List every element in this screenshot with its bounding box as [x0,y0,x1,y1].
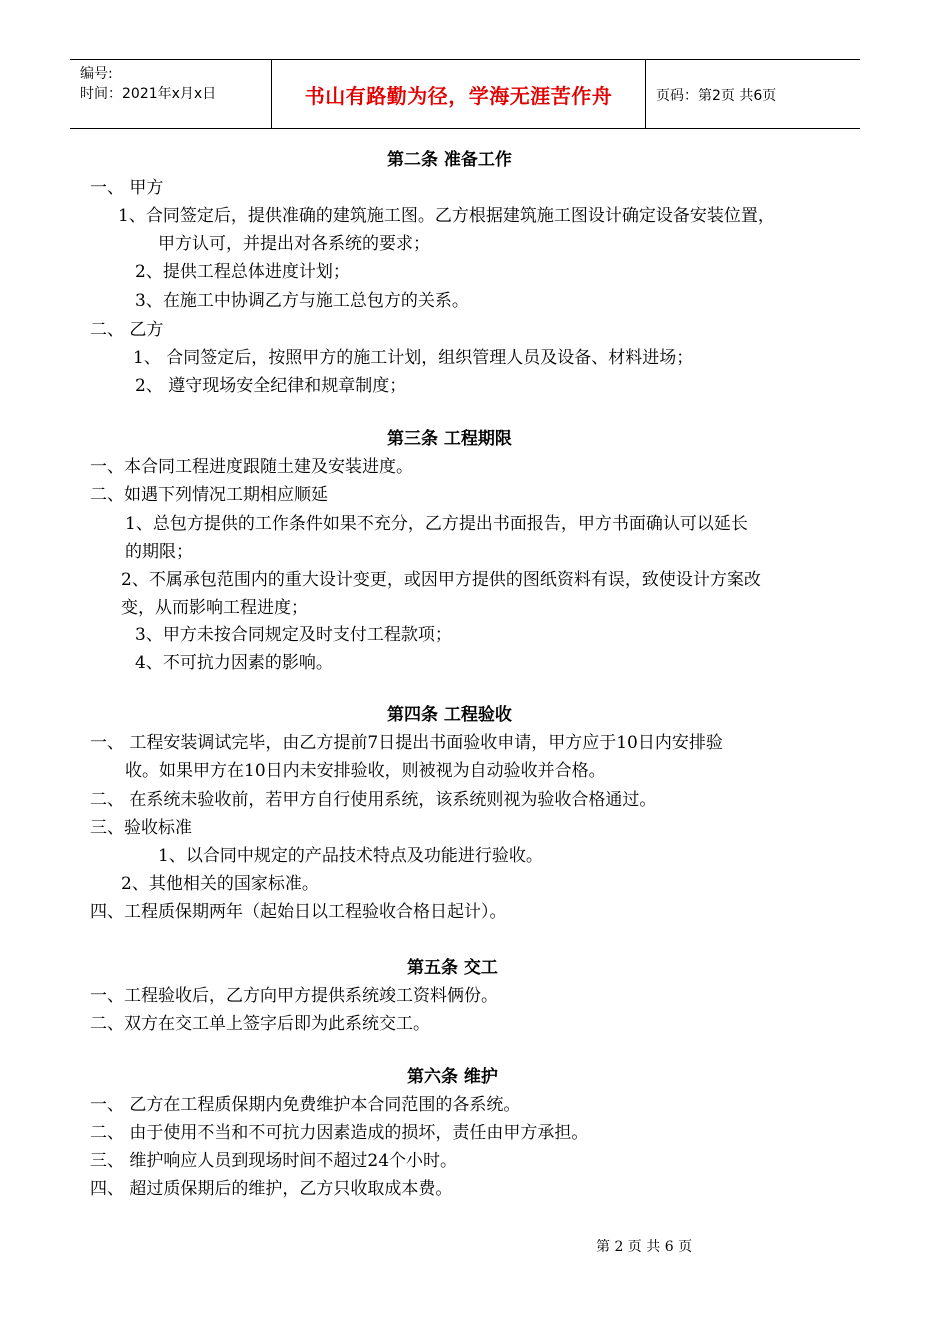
clause-text: 二、 乙方 [90,320,164,340]
clause-text: 变，从而影响工程进度； [121,598,308,618]
clause-text: 1、以合同中规定的产品技术特点及功能进行验收。 [158,846,543,866]
header-divider [645,60,646,128]
clause-text: 四、工程质保期两年（起始日以工程验收合格日起计）。 [90,902,507,922]
time-label: 时间：2021年x月x日 [80,86,217,102]
header-page-info: 页码：第2页 共6页 [656,88,777,104]
clause-text: 一、 工程安装调试完毕，由乙方提前7日提出书面验收申请，甲方应于10日内安排验 [90,733,723,753]
clause-text: 一、 甲方 [90,178,164,198]
clause-text: 2、 遵守现场安全纪律和规章制度； [135,376,407,396]
clause-text: 1、合同签定后，提供准确的建筑施工图。乙方根据建筑施工图设计确定设备安装位置， [118,206,775,226]
header-motto: 书山有路勤为径，学海无涯苦作舟 [304,84,613,108]
article-2-title: 第二条 准备工作 [387,150,512,170]
clause-text: 二、双方在交工单上签字后即为此系统交工。 [90,1014,430,1034]
clause-text: 1、总包方提供的工作条件如果不充分，乙方提出书面报告，甲方书面确认可以延长 [125,514,748,534]
header-left [80,64,216,104]
clause-text: 甲方认可，并提出对各系统的要求； [158,234,430,254]
clause-text: 三、验收标准 [90,818,192,838]
article-4-title: 第四条 工程验收 [387,705,512,725]
clause-text: 二、如遇下列情况工期相应顺延 [90,485,328,505]
clause-text: 一、工程验收后，乙方向甲方提供系统竣工资料俩份。 [90,986,498,1006]
clause-text: 2、其他相关的国家标准。 [121,874,319,894]
clause-text: 1、 合同签定后，按照甲方的施工计划，组织管理人员及设备、材料进场； [133,348,694,368]
clause-text: 3、在施工中协调乙方与施工总包方的关系。 [135,291,469,311]
clause-text: 3、甲方未按合同规定及时支付工程款项； [135,625,452,645]
article-3-title: 第三条 工程期限 [387,429,512,449]
clause-text: 2、提供工程总体进度计划； [135,262,350,282]
clause-text: 4、不可抗力因素的影响。 [135,653,333,673]
clause-text: 二、 在系统未验收前，若甲方自行使用系统，该系统则视为验收合格通过。 [90,790,657,810]
article-5-title: 第五条 交工 [407,958,498,978]
clause-text: 四、 超过质保期后的维护，乙方只收取成本费。 [90,1179,453,1199]
clause-text: 一、 乙方在工程质保期内免费维护本合同范围的各系统。 [90,1095,521,1115]
article-6-title: 第六条 维护 [407,1067,498,1087]
number-label: 编号: [80,66,113,82]
clause-text: 三、 维护响应人员到现场时间不超过24个小时。 [90,1151,458,1171]
clause-text: 一、本合同工程进度跟随土建及安装进度。 [90,457,413,477]
page-footer: 第 2 页 共 6 页 [596,1239,693,1255]
clause-text: 2、不属承包范围内的重大设计变更，或因甲方提供的图纸资料有误，致使设计方案改 [121,570,761,590]
clause-text: 的期限； [125,542,193,562]
clause-text: 二、 由于使用不当和不可抗力因素造成的损坏，责任由甲方承担。 [90,1123,589,1143]
clause-text: 收。如果甲方在10日内未安排验收，则被视为自动验收并合格。 [125,761,606,781]
page-header [70,59,860,129]
